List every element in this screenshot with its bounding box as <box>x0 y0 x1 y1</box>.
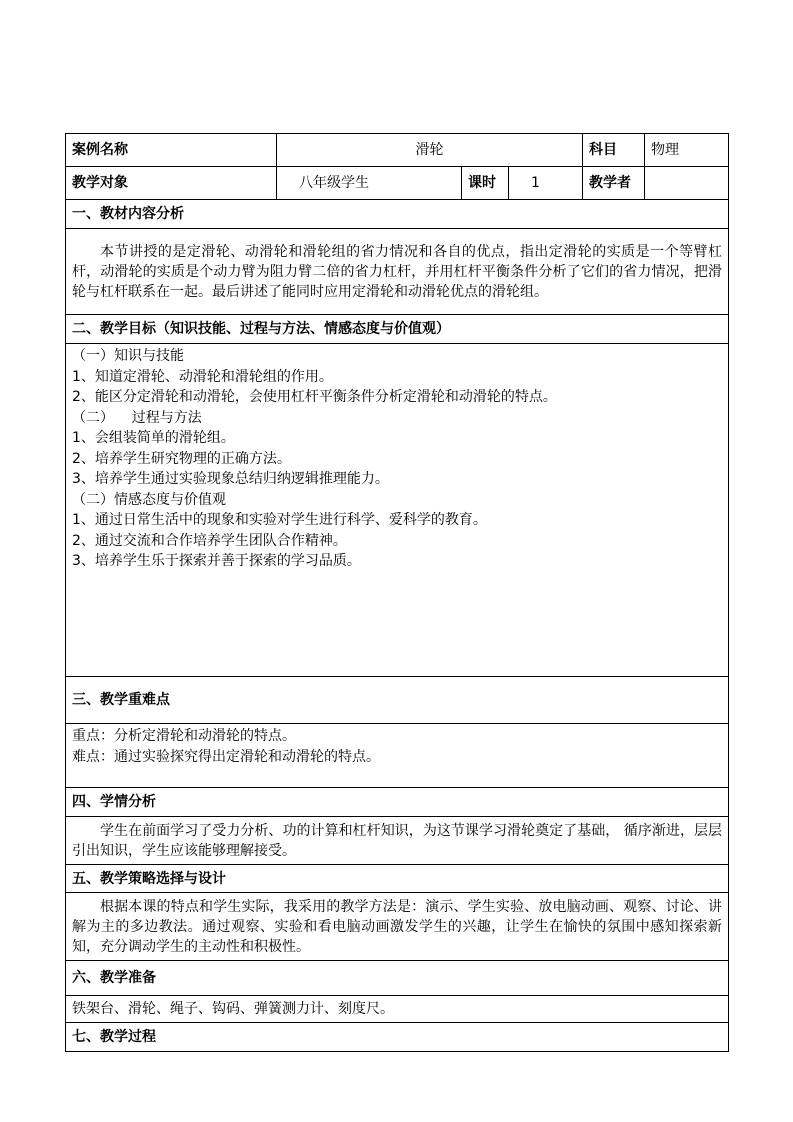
key-point-line: 重点：分析定滑轮和动滑轮的特点。 <box>72 728 296 744</box>
section5-title: 五、教学策略选择与设计 <box>66 865 729 893</box>
objective-line: 2、培养学生研究物理的正确方法。 <box>72 450 291 467</box>
case-name-value: 滑轮 <box>277 134 583 167</box>
objective-line: （二）情感态度与价值观 <box>72 491 226 508</box>
period-label: 课时 <box>462 167 509 200</box>
teacher-label: 教学者 <box>583 167 645 200</box>
section4-title-row <box>66 788 729 817</box>
section1-title-row <box>66 200 729 229</box>
section5-body-row <box>66 893 729 961</box>
teacher-value <box>645 167 729 200</box>
objective-line: 1、知道定滑轮、动滑轮和滑轮组的作用。 <box>72 368 333 385</box>
audience-label: 教学对象 <box>66 167 277 200</box>
section6-body: 铁架台、滑轮、绳子、钩码、弹簧测力计、刻度尺。 <box>66 996 729 1023</box>
audience-value: 八年级学生 <box>277 167 462 200</box>
section5-body: 根据本课的特点和学生实际，我采用的教学方法是：演示、学生实验、放电脑动画、观察、讨论、讲解为主的多边教法。通过观察、实验和看电脑动画激发学生的兴趣，让学生在愉快的氛围中感知探索新知，充分调动学生的主动性和积极性。 <box>66 893 729 961</box>
difficulty-line: 难点：通过实验探究得出定滑轮和动滑轮的特点。 <box>72 748 380 765</box>
period-value: 1 <box>509 167 583 200</box>
section6-title-row <box>66 961 729 996</box>
section3-title-row <box>66 677 729 724</box>
lesson-plan-table <box>65 133 729 1052</box>
section4-title: 四、学情分析 <box>66 788 729 817</box>
section5-title-row <box>66 865 729 893</box>
subject-label: 科目 <box>583 134 645 167</box>
objective-line: 2、通过交流和合作培养学生团队合作精神。 <box>72 532 347 549</box>
case-name-label: 案例名称 <box>66 134 277 167</box>
section4-body: 学生在前面学习了受力分析、功的计算和杠杆知识，为这节课学习滑轮奠定了基础， 循序渐进，层层引出知识，学生应该能够理解接受。 <box>66 817 729 865</box>
section3-body-row <box>66 724 729 788</box>
subject-value: 物理 <box>645 134 729 167</box>
objective-line: （一）知识与技能 <box>72 348 184 364</box>
audience-row <box>66 167 729 200</box>
objective-line: （二） 过程与方法 <box>72 409 202 426</box>
section6-title: 六、教学准备 <box>66 961 729 996</box>
section7-title-row <box>66 1023 729 1052</box>
section2-body <box>66 344 729 677</box>
section2-title-row <box>66 315 729 344</box>
case-name-row <box>66 134 729 167</box>
section7-title: 七、教学过程 <box>66 1023 729 1052</box>
section1-title: 一、教材内容分析 <box>66 200 729 229</box>
section3-body <box>66 724 729 788</box>
section2-body-row <box>66 344 729 677</box>
section3-title: 三、教学重难点 <box>66 677 729 724</box>
objective-line: 3、培养学生乐于探索并善于探索的学习品质。 <box>72 553 361 569</box>
section4-body-row <box>66 817 729 865</box>
objective-line: 3、培养学生通过实验现象总结归纳逻辑推理能力。 <box>72 471 389 487</box>
objective-line: 2、能区分定滑轮和动滑轮，会使用杠杆平衡条件分析定滑轮和动滑轮的特点。 <box>72 389 557 405</box>
objective-line: 1、通过日常生活中的现象和实验对学生进行科学、爱科学的教育。 <box>72 512 487 528</box>
section1-body: 本节讲授的是定滑轮、动滑轮和滑轮组的省力情况和各自的优点，指出定滑轮的实质是一个等臂杠杆，动滑轮的实质是个动力臂为阻力臂二倍的省力杠杆，并用杠杆平衡条件分析了它们的省力情况，把滑轮与杠杆联系在一起。最后讲述了能同时应用定滑轮和动滑轮优点的滑轮组。 <box>66 229 729 315</box>
objective-line: 1、会组装简单的滑轮组。 <box>72 430 235 446</box>
section2-title: 二、教学目标（知识技能、过程与方法、情感态度与价值观） <box>66 315 729 344</box>
section6-body-row <box>66 996 729 1023</box>
section1-body-row <box>66 229 729 315</box>
